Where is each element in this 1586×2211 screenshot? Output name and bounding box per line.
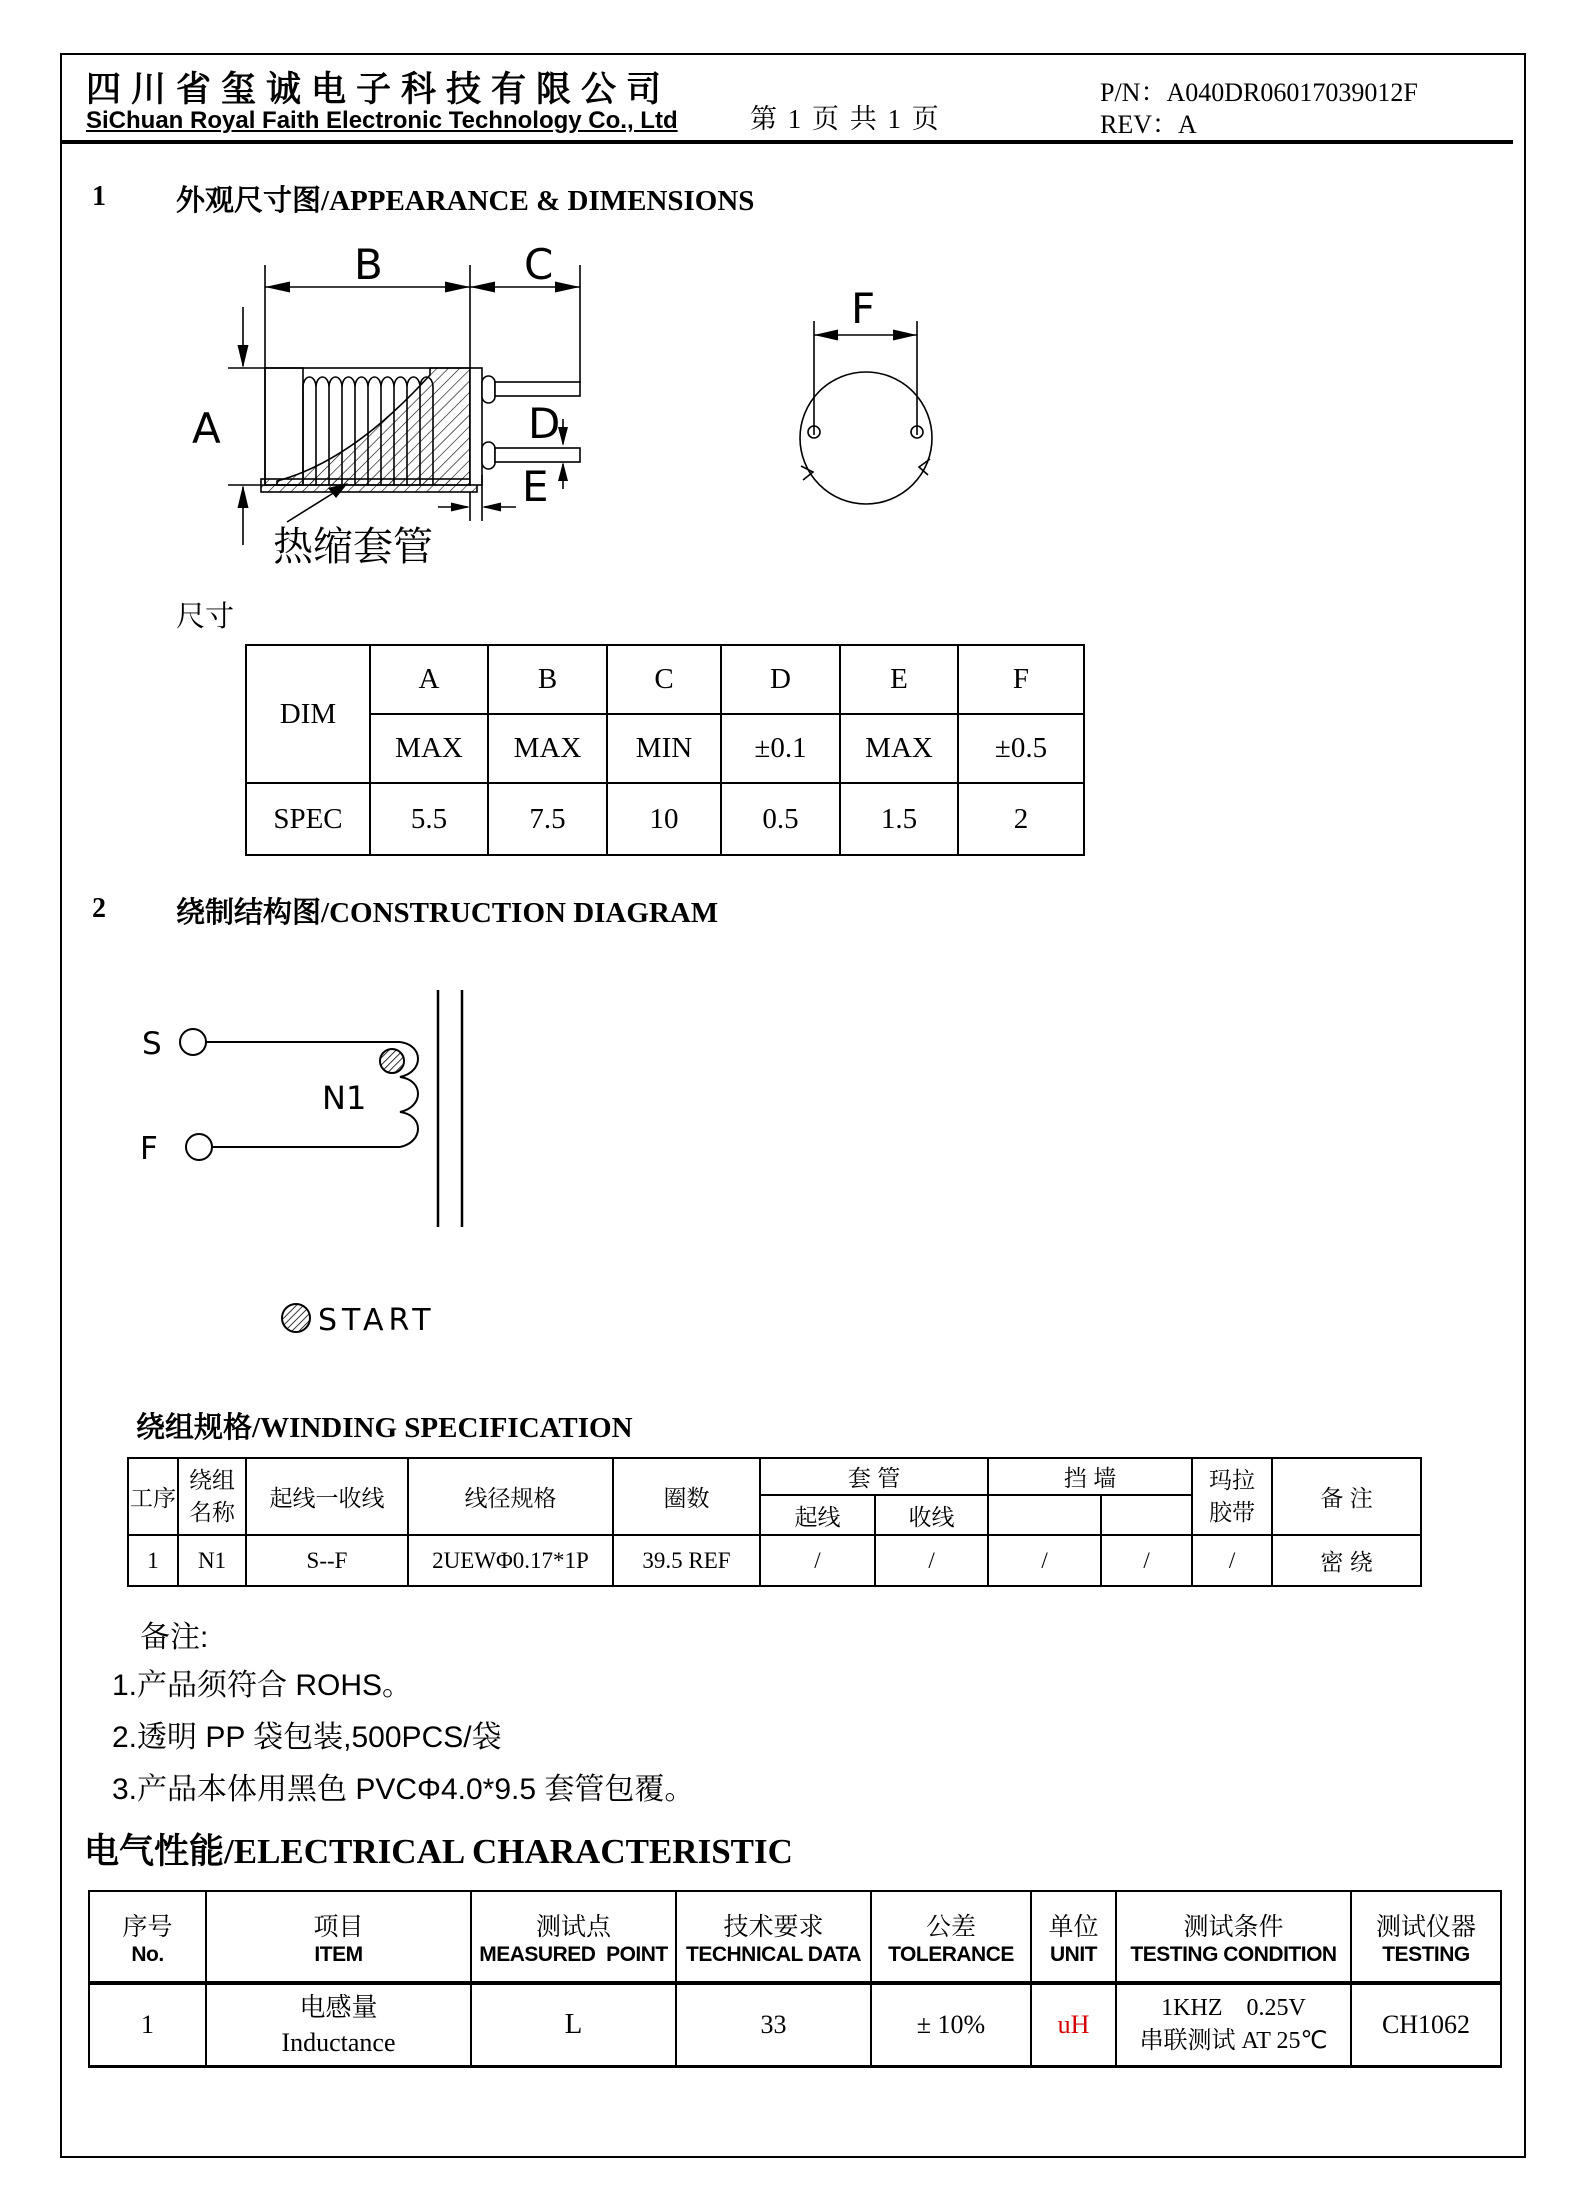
arrow-d-bottom (558, 462, 568, 481)
winding-row-sleeve-finish: / (875, 1535, 988, 1586)
lead-bottom (495, 448, 580, 462)
winding-header-wire-spec: 线径规格 (408, 1458, 613, 1535)
electrical-section-heading (84, 1824, 793, 1874)
elec-header-data-en: TECHNICAL DATA (686, 1942, 861, 1966)
right-end-cap (470, 368, 482, 485)
elec-header-condition (1116, 1891, 1351, 1983)
arrow-b-left (265, 282, 290, 293)
section1-heading (176, 178, 754, 219)
elec-header-no (89, 1891, 206, 1983)
winding-section-heading (136, 1405, 633, 1446)
elec-row-data: 33 (676, 1983, 871, 2066)
winding-header-turns: 圈数 (613, 1458, 760, 1535)
note-item-3: 3.产品本体用黑色 PVCΦ4.0*9.5 套管包覆。 (112, 1773, 695, 1806)
elec-row-tolerance: ± 10% (871, 1983, 1031, 2066)
elec-row-condition-line2: 串联测试 AT 25℃ (1139, 2027, 1328, 2054)
dim-spec-e: 1.5 (840, 783, 958, 855)
elec-row-condition-line1: 1KHZ 0.25V (1161, 1995, 1306, 2022)
elec-row-item-en: Inductance (281, 2027, 396, 2057)
dim-limit-c: MIN (607, 714, 721, 783)
elec-header-point (471, 1891, 676, 1983)
dim-spec-label: SPEC (246, 783, 370, 855)
dim-label-a: A (192, 404, 221, 453)
dim-spec-b: 7.5 (488, 783, 607, 855)
start-legend-label: START (318, 1303, 436, 1338)
dim-limit-b: MAX (488, 714, 607, 783)
elec-header-unit-cn: 单位 (1048, 1912, 1099, 1941)
dim-label-e: E (522, 462, 549, 511)
dim-spec-a: 5.5 (370, 783, 488, 855)
dim-spec-c: 10 (607, 783, 721, 855)
terminal-s-circle (180, 1029, 206, 1055)
elec-row-unit: uH (1031, 1983, 1116, 2066)
dim-limit-d: ±0.1 (721, 714, 840, 783)
winding-row-mylar: / (1192, 1535, 1272, 1586)
rev-value: A (1178, 110, 1197, 139)
section1-title-cn: 外观尺寸图 (176, 185, 322, 217)
elec-header-item-en: ITEM (314, 1942, 363, 1966)
winding-subheader-barrier-2 (1101, 1495, 1192, 1535)
header-divider (60, 140, 1513, 144)
winding-row-turns: 39.5 REF (613, 1535, 760, 1586)
winding-subheader-sleeve-start: 起线 (760, 1495, 875, 1535)
pn-label: P/N： (1100, 78, 1167, 107)
arrow-e-left (451, 503, 470, 512)
lead-top (495, 382, 580, 396)
terminal-s-label: S (142, 1026, 162, 1062)
note-item-2: 2.透明 PP 袋包装,500PCS/袋 (112, 1721, 502, 1754)
winding-title-cn: 绕组规格 (136, 1412, 253, 1444)
elec-header-cond-cn: 测试条件 (1183, 1912, 1284, 1941)
elec-row-item-cn: 电感量 (299, 1991, 378, 2022)
section1-title-en: /APPEARANCE & DIMENSIONS (321, 185, 755, 217)
elec-header-point-cn: 测试点 (535, 1912, 611, 1941)
size-table-label: 尺寸 (176, 601, 235, 633)
dim-limit-f: ±0.5 (958, 714, 1084, 783)
winding-n1-label: N1 (322, 1079, 367, 1117)
electrical-title-en: /ELECTRICAL CHARACTERISTIC (224, 1832, 793, 1871)
appearance-dimension-drawing (140, 235, 990, 580)
dim-label-f: F (851, 284, 876, 333)
note-item-1: 1.产品须符合 ROHS。 (112, 1669, 413, 1702)
arrow-a-top (238, 345, 249, 368)
electrical-characteristic-table (88, 1890, 1502, 2068)
elec-header-data (676, 1891, 871, 1983)
rev-label: REV： (1100, 110, 1179, 139)
winding-header-name-line2: 名称 (189, 1498, 235, 1525)
winding-header-sleeve: 套 管 (760, 1458, 988, 1495)
dim-spec-f: 2 (958, 783, 1084, 855)
dim-col-e: E (840, 645, 958, 714)
elec-header-unit (1031, 1891, 1116, 1983)
elec-row-condition (1116, 1983, 1351, 2066)
lead-connector-bottom (482, 442, 495, 469)
elec-header-inst-en: TESTING (1382, 1942, 1470, 1966)
start-legend-dot (282, 1304, 310, 1332)
pn-value: A040DR06017039012F (1166, 78, 1418, 107)
elec-header-instrument (1351, 1891, 1501, 1983)
dim-col-c: C (607, 645, 721, 714)
winding-specification-table (127, 1457, 1422, 1587)
winding-start-dot (380, 1049, 404, 1073)
elec-header-unit-en: UNIT (1050, 1942, 1097, 1966)
dim-col-f: F (958, 645, 1084, 714)
electrical-title-cn: 电气性能 (84, 1832, 225, 1871)
arrow-e-right (482, 503, 501, 512)
elec-row-no: 1 (89, 1983, 206, 2066)
elec-header-no-cn: 序号 (122, 1912, 173, 1941)
winding-header-mylar-line2: 胶带 (1209, 1498, 1256, 1525)
winding-row-remark: 密 绕 (1272, 1535, 1421, 1586)
dim-col-d: D (721, 645, 840, 714)
dim-col-a: A (370, 645, 488, 714)
winding-row-wire-spec: 2UEWΦ0.17*1P (408, 1535, 613, 1586)
dim-limit-a: MAX (370, 714, 488, 783)
dim-label-b: B (354, 240, 383, 289)
winding-header-name (178, 1458, 246, 1535)
winding-header-mylar (1192, 1458, 1272, 1535)
elec-header-no-en: No. (131, 1942, 164, 1966)
elec-header-tolerance (871, 1891, 1031, 1983)
terminal-f-label: F (140, 1131, 158, 1167)
elec-row-item (206, 1983, 471, 2066)
elec-header-tol-cn: 公差 (925, 1912, 976, 1941)
winding-header-barrier: 挡 墙 (988, 1458, 1192, 1495)
winding-subheader-sleeve-finish: 收线 (875, 1495, 988, 1535)
arrow-f-left (814, 330, 838, 341)
dimension-table (245, 644, 1085, 856)
elec-header-item-cn: 项目 (313, 1912, 364, 1941)
winding-subheader-barrier-1 (988, 1495, 1101, 1535)
winding-row-sleeve-start: / (760, 1535, 875, 1586)
elec-header-inst-cn: 测试仪器 (1375, 1912, 1476, 1941)
section2-heading (176, 890, 718, 931)
dim-table-corner: DIM (246, 645, 370, 783)
arrow-a-bottom (238, 485, 249, 508)
elec-header-item (206, 1891, 471, 1983)
dim-label-d: D (528, 399, 561, 448)
elec-header-tol-en: TOLERANCE (888, 1942, 1014, 1966)
arrow-c-left (470, 282, 495, 293)
dim-spec-d: 0.5 (721, 783, 840, 855)
elec-row-instrument: CH1062 (1351, 1983, 1501, 2066)
page-number-info: 第 1 页 共 1 页 (750, 104, 941, 134)
elec-header-cond-en: TESTING CONDITION (1130, 1942, 1337, 1966)
winding-title-en: /WINDING SPECIFICATION (252, 1412, 633, 1444)
dim-label-c: C (524, 240, 554, 289)
section2-title-en: /CONSTRUCTION DIAGRAM (321, 897, 719, 929)
winding-header-process: 工序 (128, 1458, 178, 1535)
dim-limit-e: MAX (840, 714, 958, 783)
sleeve-callout-label: 热缩套管 (273, 524, 433, 570)
section2-number: 2 (92, 893, 106, 924)
winding-row-start-finish: S--F (246, 1535, 408, 1586)
company-name-en: SiChuan Royal Faith Electronic Technology Co., Ltd (86, 107, 678, 134)
end-view-circle (800, 372, 932, 504)
winding-row-process: 1 (128, 1535, 178, 1586)
terminal-f-circle (186, 1134, 212, 1160)
winding-header-remark: 备 注 (1272, 1458, 1421, 1535)
notes-title: 备注: (140, 1621, 209, 1654)
sleeve-hatched-area (277, 368, 470, 485)
arrow-f-right (893, 330, 917, 341)
winding-row-barrier-2: / (1101, 1535, 1192, 1586)
arrow-c-right (555, 282, 580, 293)
elec-row-point: L (471, 1983, 676, 2066)
construction-diagram (100, 985, 500, 1340)
winding-header-start-finish: 起线一收线 (246, 1458, 408, 1535)
winding-row-barrier-1: / (988, 1535, 1101, 1586)
dim-col-b: B (488, 645, 607, 714)
arrow-b-right (445, 282, 470, 293)
winding-header-mylar-line1: 玛拉 (1209, 1467, 1256, 1494)
elec-header-point-en: MEASURED POINT (479, 1942, 668, 1966)
revision-row (1100, 104, 1197, 141)
core-end-cap (265, 368, 303, 485)
lead-connector-top (482, 376, 495, 403)
section2-title-cn: 绕制结构图 (176, 897, 322, 929)
winding-row-name: N1 (178, 1535, 246, 1586)
section1-number: 1 (92, 181, 106, 212)
company-name-cn: 四川省玺诚电子科技有限公司 (86, 70, 672, 109)
winding-header-name-line1: 绕组 (189, 1467, 235, 1494)
elec-header-data-cn: 技术要求 (723, 1912, 824, 1941)
